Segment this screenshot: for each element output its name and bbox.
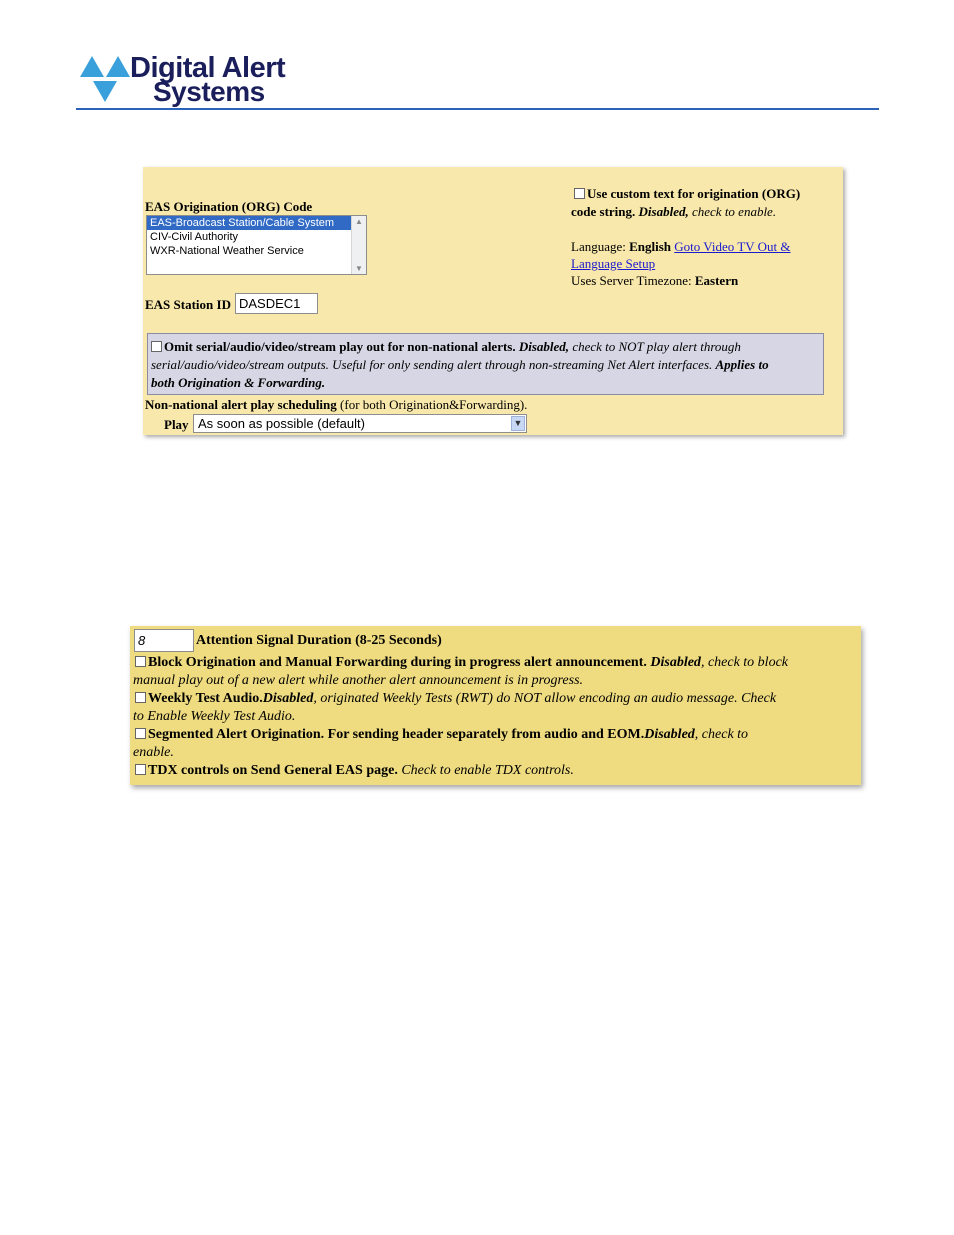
block-row: [135, 655, 788, 671]
block-text2: manual play out of a new alert while another alert announcement is in progress.: [133, 673, 584, 688]
custom-text-label2: code string.: [571, 204, 636, 219]
scheduling-row: [145, 397, 527, 413]
block-label: Block Origination and Manual Forwarding during in progress alert announcement.: [148, 655, 647, 670]
play-schedule-select[interactable]: [193, 414, 527, 433]
custom-text-row: [574, 186, 800, 202]
play-schedule-value: As soon as possible (default): [198, 416, 365, 431]
org-option-wxr[interactable]: WXR-National Weather Service: [150, 245, 304, 257]
language-setup-link[interactable]: Language Setup: [571, 256, 656, 271]
omit-playout-applies2: both Origination & Forwarding.: [151, 375, 326, 390]
timezone-row: [571, 273, 738, 289]
block-checkbox[interactable]: [135, 656, 146, 667]
block-status: Disabled: [650, 655, 701, 670]
block-text1: , check to block: [700, 655, 788, 670]
omit-playout-applies1: Applies to: [715, 357, 769, 372]
weekly-checkbox[interactable]: [135, 692, 146, 703]
video-tv-out-link[interactable]: Goto Video TV Out &: [674, 239, 791, 254]
weekly-text1: , originated Weekly Tests (RWT) do NOT allow encoding an audio message. Check: [313, 691, 777, 706]
language-row: [571, 239, 791, 255]
station-id-input[interactable]: DASDEC1: [235, 293, 318, 314]
language-link-row2: [571, 256, 655, 272]
segmented-row: [135, 727, 748, 743]
omit-playout-checkbox[interactable]: [151, 341, 162, 352]
omit-playout-text2: serial/audio/video/stream outputs. Useful for only sending alert through non-streaming Net Alert interfaces.: [151, 357, 713, 372]
org-code-label: EAS Origination (ORG) Code: [145, 199, 313, 214]
org-option-civ[interactable]: CIV-Civil Authority: [150, 231, 239, 243]
logo-triangles-icon: [80, 56, 130, 102]
logo-line1: Digital Alert: [130, 52, 286, 84]
custom-text-status: Disabled,: [638, 204, 689, 219]
segmented-label: Segmented Alert Origination. For sending header separately from audio and EOM.: [148, 727, 645, 742]
attention-duration-label: Attention Signal Duration (8-25 Seconds): [196, 633, 442, 648]
weekly-label: Weekly Test Audio.: [148, 691, 263, 706]
weekly-status: Disabled: [262, 691, 314, 706]
logo-line2: Systems: [153, 76, 265, 107]
org-option-eas[interactable]: EAS-Broadcast Station/Cable System: [147, 216, 366, 230]
omit-playout-text1: check to NOT play alert through: [572, 339, 741, 354]
listbox-scrollbar[interactable]: [351, 216, 366, 274]
chevron-down-icon[interactable]: ▼: [355, 264, 363, 273]
segmented-text1: , check to: [694, 727, 749, 742]
play-label: Play: [164, 417, 189, 432]
language-value: English: [629, 239, 672, 254]
timezone-value: Eastern: [694, 273, 739, 288]
chevron-down-icon[interactable]: ▼: [511, 416, 525, 431]
custom-text-row2: [571, 204, 776, 220]
org-code-listbox[interactable]: [146, 215, 367, 275]
chevron-up-icon[interactable]: ▲: [355, 217, 363, 226]
segmented-status: Disabled: [644, 727, 695, 742]
tdx-row: [135, 763, 574, 779]
station-id-label: EAS Station ID: [145, 297, 231, 312]
custom-text-hint: check to enable.: [691, 204, 777, 219]
scheduling-label: Non-national alert play scheduling: [145, 397, 337, 412]
tdx-text1: Check to enable TDX controls.: [401, 763, 574, 778]
scheduling-note: (for both Origination&Forwarding).: [340, 397, 528, 412]
weekly-text2: to Enable Weekly Test Audio.: [133, 709, 296, 724]
segmented-text2: enable.: [133, 745, 174, 760]
language-label: Language:: [571, 239, 626, 254]
custom-text-label: Use custom text for origination (ORG): [587, 186, 801, 201]
timezone-label: Uses Server Timezone:: [571, 273, 692, 288]
tdx-label: TDX controls on Send General EAS page.: [148, 763, 398, 778]
header-divider: [76, 108, 879, 110]
custom-text-checkbox[interactable]: [574, 188, 585, 199]
omit-playout-status: Disabled,: [518, 339, 570, 354]
attention-duration-input[interactable]: 8: [134, 629, 194, 652]
tdx-checkbox[interactable]: [135, 764, 146, 775]
segmented-checkbox[interactable]: [135, 728, 146, 739]
weekly-row: [135, 691, 776, 707]
omit-playout-box: [147, 333, 824, 395]
omit-playout-label: Omit serial/audio/video/stream play out for non-national alerts.: [164, 339, 516, 354]
